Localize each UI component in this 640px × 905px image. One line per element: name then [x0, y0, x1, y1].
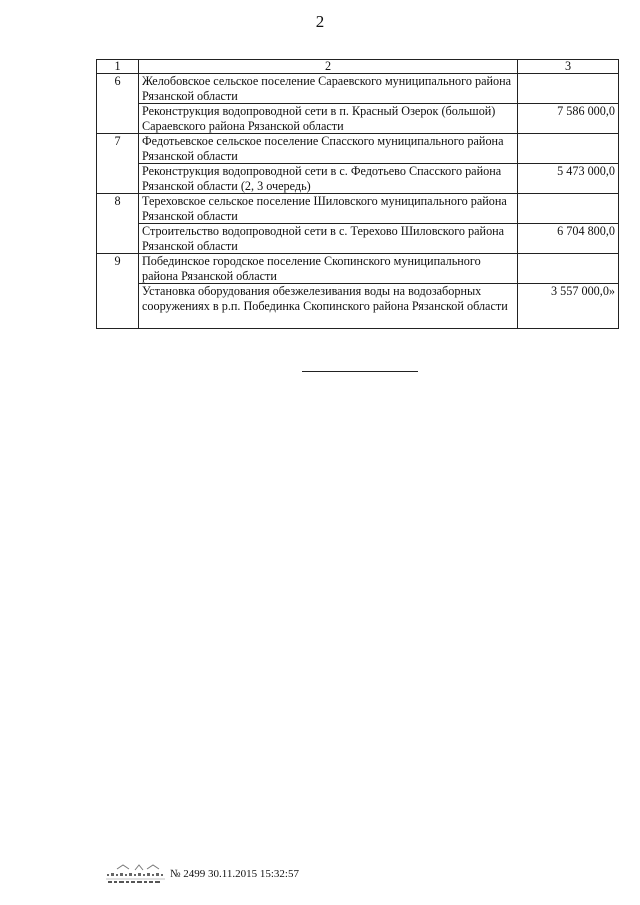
table-row	[97, 254, 619, 284]
registration-number-text: № 2499 30.11.2015 15:32:57	[170, 868, 299, 880]
table-row	[97, 164, 619, 194]
settlement-name: Побединское городское поселение Скопинского муниципального района Рязанской области	[139, 254, 518, 284]
page-number: 2	[315, 12, 325, 31]
settlement-name: Федотьевское сельское поселение Спасского муниципального района Рязанской области	[139, 134, 518, 164]
row-number: 8	[97, 194, 139, 254]
empty-amount-cell	[518, 134, 619, 164]
row-number: 9	[97, 254, 139, 329]
empty-amount-cell	[518, 194, 619, 224]
settlement-name: Желобовское сельское поселение Сараевского муниципального района Рязанской области	[139, 74, 518, 104]
table-row	[97, 134, 619, 164]
table-row	[97, 194, 619, 224]
row-number: 7	[97, 134, 139, 194]
row-number: 6	[97, 74, 139, 134]
header-col-1: 1	[97, 60, 139, 74]
header-col-2: 2	[139, 60, 518, 74]
table-row	[97, 74, 619, 104]
project-description: Реконструкция водопроводной сети в п. Красный Озерок (большой) Сараевского района Рязанской области	[139, 104, 518, 134]
project-amount: 6 704 800,0	[518, 224, 619, 254]
project-description: Установка оборудования обезжелезивания воды на водозаборных сооружениях в р.п. Побединка Скопинского района Рязанской области	[139, 284, 518, 329]
settlement-name: Тереховское сельское поселение Шиловского муниципального района Рязанской области	[139, 194, 518, 224]
table-row	[97, 104, 619, 134]
stamp-logo-icon	[105, 862, 167, 886]
empty-amount-cell	[518, 254, 619, 284]
project-description: Реконструкция водопроводной сети в с. Федотьево Спасского района Рязанской области (2, 3 очередь)	[139, 164, 518, 194]
separator-line	[302, 371, 418, 372]
project-amount: 3 557 000,0»	[518, 284, 619, 329]
table-row	[97, 284, 619, 329]
table-row	[97, 224, 619, 254]
funding-table	[96, 59, 619, 329]
project-amount: 5 473 000,0	[518, 164, 619, 194]
project-amount: 7 586 000,0	[518, 104, 619, 134]
header-col-3: 3	[518, 60, 619, 74]
table-header-row	[97, 60, 619, 74]
project-description: Строительство водопроводной сети в с. Терехово Шиловского района Рязанской области	[139, 224, 518, 254]
empty-amount-cell	[518, 74, 619, 104]
